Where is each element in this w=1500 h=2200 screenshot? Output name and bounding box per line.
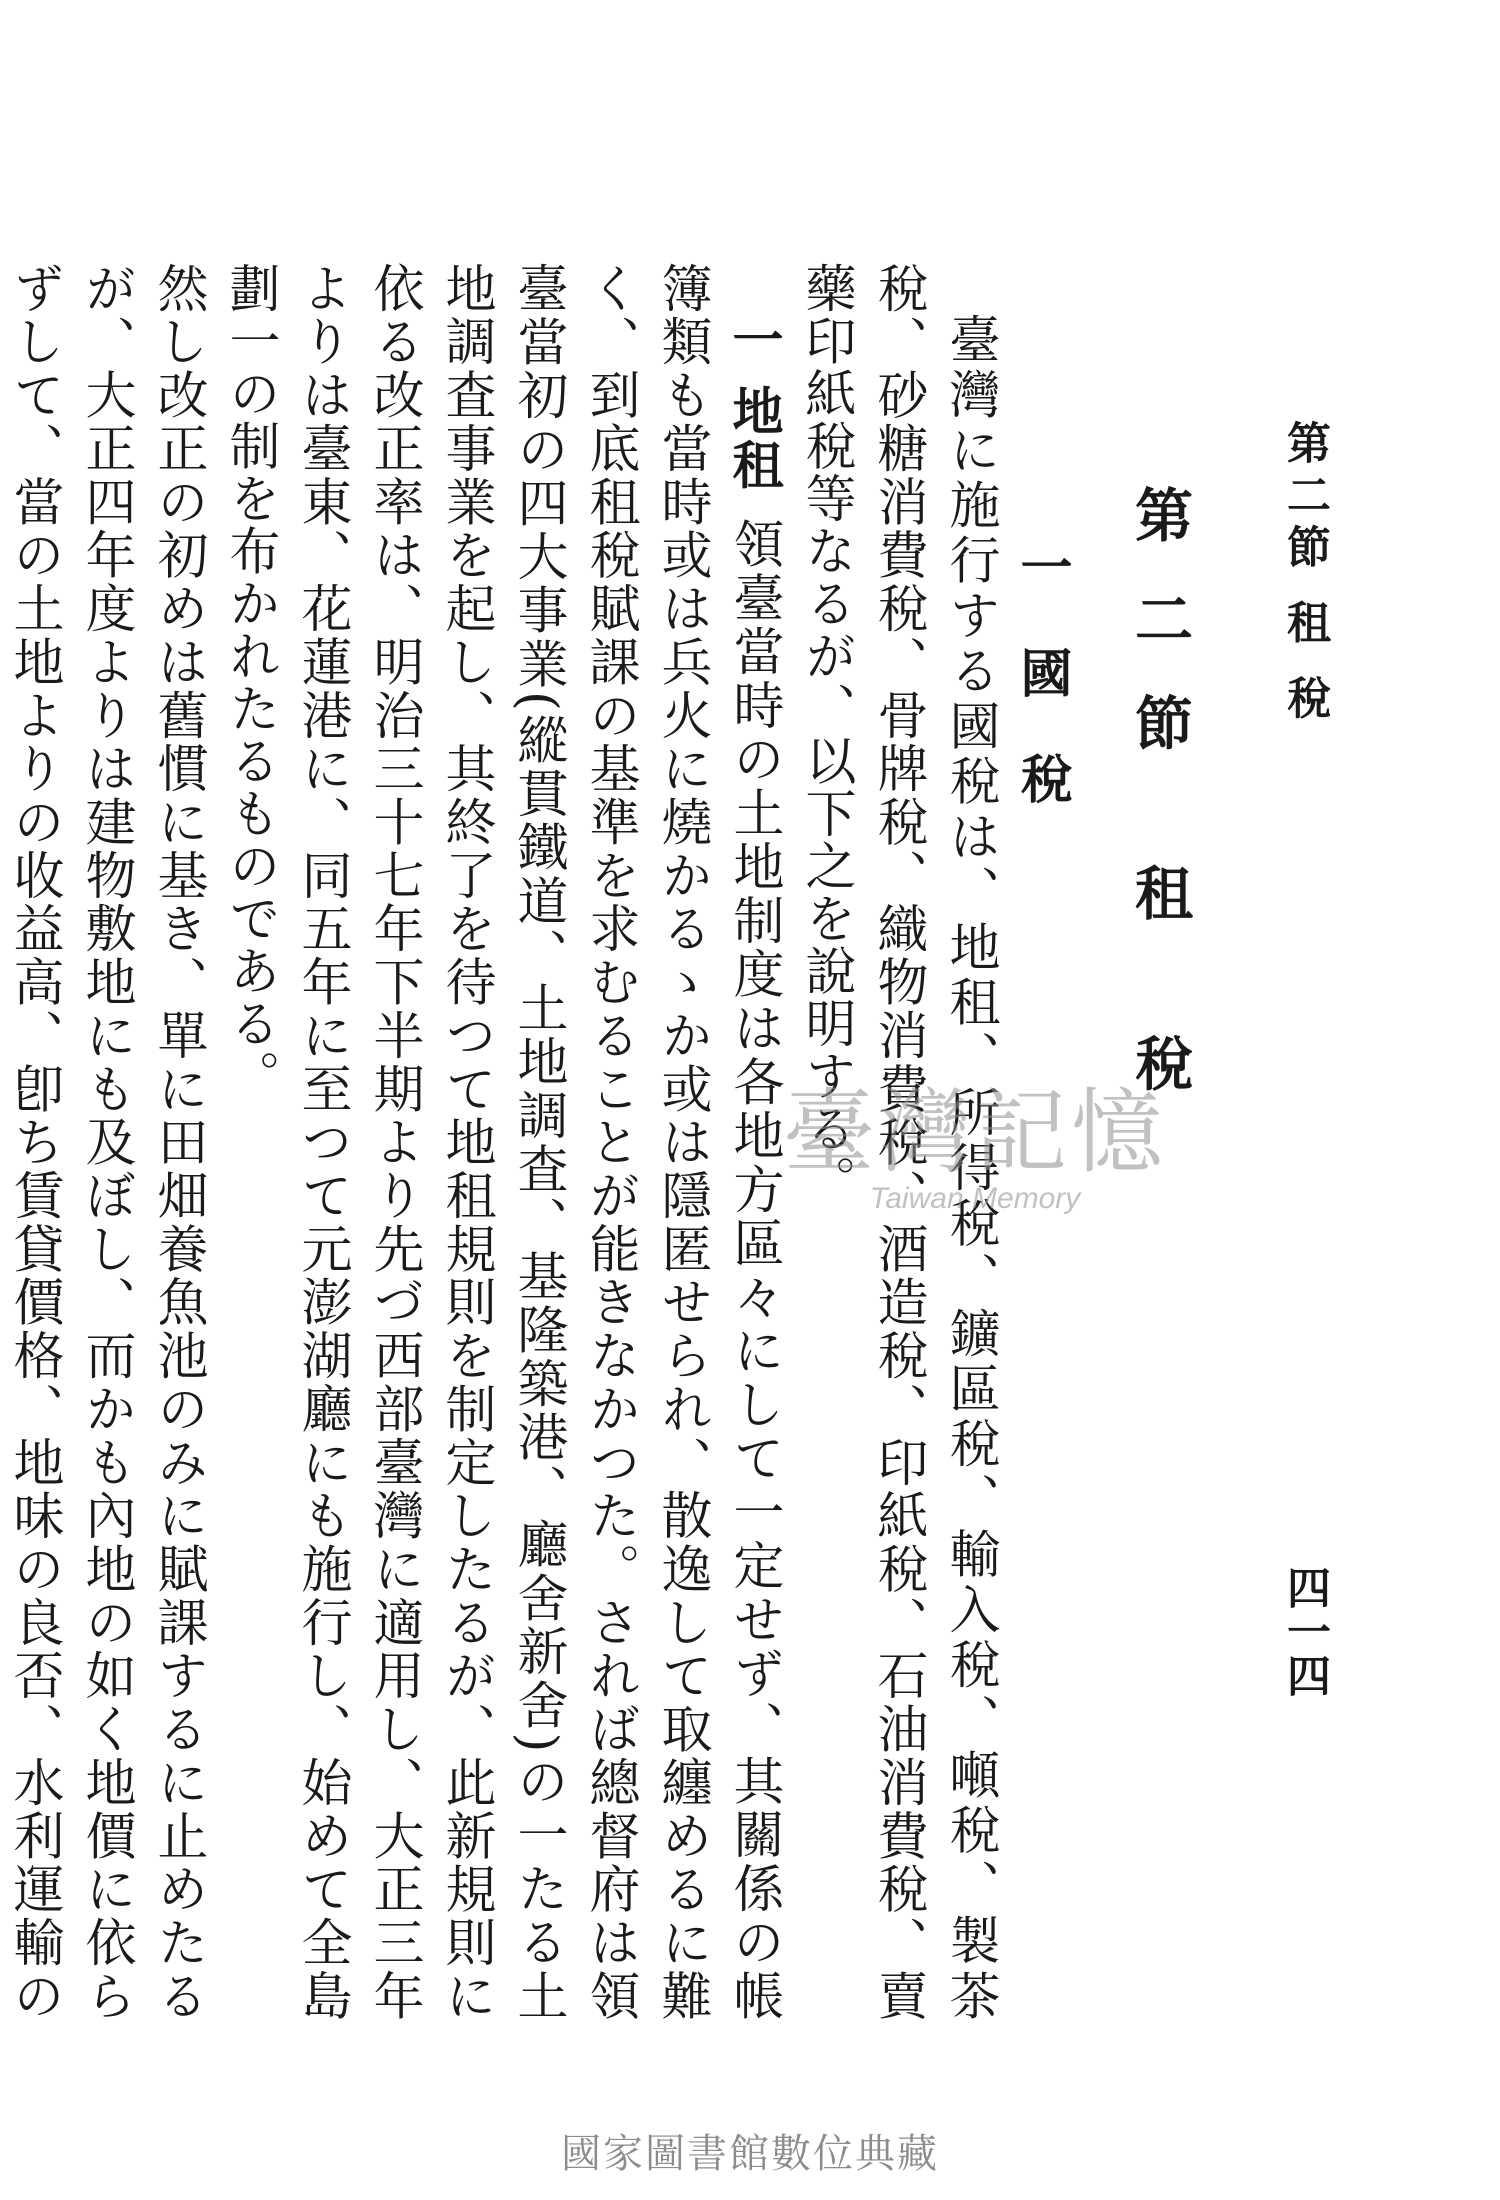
section-title: 第二節 租 稅 xyxy=(1125,485,1193,1138)
subsection-title: 一 國 稅 xyxy=(1011,540,1072,823)
land-tax-paragraph xyxy=(213,262,789,2022)
page-number: 四一四 xyxy=(1279,1565,1330,1697)
item-number: 一 xyxy=(723,313,783,367)
land-tax-heading xyxy=(723,313,783,492)
item-heading-label: 地租 xyxy=(723,384,783,493)
footer-credit: 國家圖書館數位典藏 xyxy=(561,2131,939,2177)
land-tax-text: 領臺當時の土地制度は各地方區々にして一定せず、其關係の帳簿類も當時或は兵火に燒かるゝか或は隱匿せられ、散逸して取纏めるに難く、到底租稅賦課の基準を求むることが能きなかつた。されば總督府は領臺當初の四大事業(縱貫鐵道、土地調査、基隆築港、廳舍新舍)の一たる土地調査事業を起し、其終了を待つて地租規則を制定したるが、此新規則に依る改正率は、明治三十七年下半期より先づ西部臺灣に適用し、大正三年よりは臺東、花蓮港に、同五年に至つて元澎湖廳にも施行し、始めて全島劃一の制を布かれたるものである。 xyxy=(220,262,783,2023)
body-text xyxy=(4,262,1005,2023)
watermark-logo-text: 臺灣記憶 xyxy=(782,1079,1167,1186)
running-header: 第二節 租 稅 xyxy=(1279,420,1330,727)
watermark-subtitle: Taiwan Memory xyxy=(869,1181,1081,1215)
intro-paragraph: 臺灣に施行する國稅は、地租、所得稅、鑛區稅、輸入稅、噸稅、製茶稅、砂糖消費稅、骨牌稅、織物消費稅、酒造稅、印紙稅、石油消費稅、賣藥印紙稅等なるが、以下之を說明する。 xyxy=(796,262,999,2022)
land-tax-paragraph-2: 然し改正の初めは舊慣に基き、單に田畑養魚池のみに賦課するに止めたるが、大正四年度よりは建物敷地にも及ぼし、而かも內地の如く地價に依らずして、當の土地よりの收益高、卽ち賃貸價格、地味の良否、水利運輸の xyxy=(4,262,207,2022)
